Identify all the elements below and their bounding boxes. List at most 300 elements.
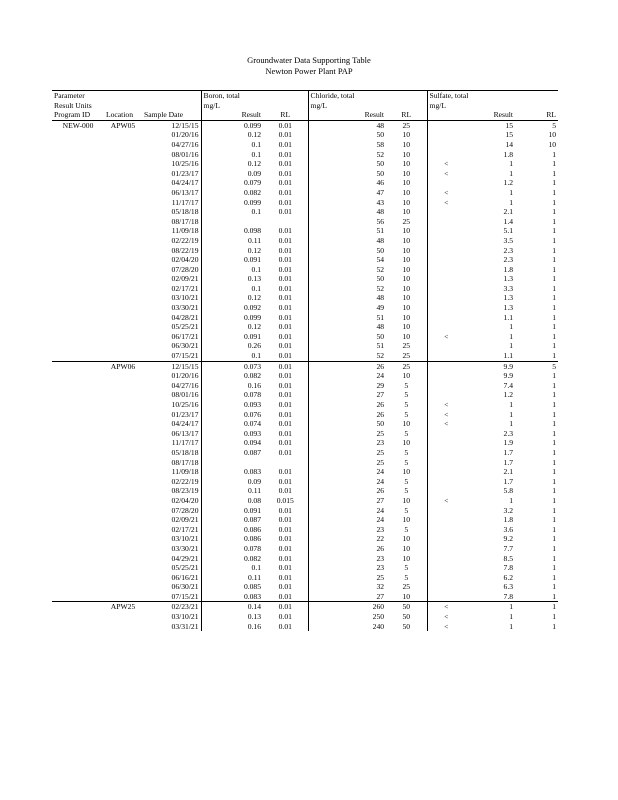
boron-result-cell: 0.12 <box>201 159 263 169</box>
sulfate-rl-cell: 1 <box>552 524 557 534</box>
sulfate-qualifier-cell <box>427 226 465 236</box>
sulfate-result-cell: 14 <box>505 139 514 149</box>
header-boron-name: Boron, total <box>201 91 308 101</box>
chloride-result-cell: 24 <box>308 506 386 516</box>
sulfate-rl-cell: 5 <box>552 120 557 130</box>
boron-result-cell: 0.12 <box>201 293 263 303</box>
program-id-cell <box>52 467 104 477</box>
chloride-rl-cell: 10 <box>402 283 411 293</box>
boron-result-cell: 0.26 <box>201 341 263 351</box>
sulfate-qualifier-cell: < <box>427 159 465 169</box>
chloride-rl-cell: 10 <box>402 543 411 553</box>
sulfate-result-cell: 1 <box>509 197 514 207</box>
sulfate-result-cell: 1.3 <box>503 293 514 303</box>
table-row <box>52 207 558 217</box>
sulfate-result-cell: 15 <box>505 120 514 130</box>
sample-date-cell: 12/15/15 <box>142 361 201 371</box>
program-id-cell <box>52 390 104 400</box>
chloride-rl-cell: 10 <box>402 534 411 544</box>
chloride-rl-cell: 10 <box>402 255 411 265</box>
location-cell: APW05 <box>110 120 136 130</box>
boron-result-cell: 0.083 <box>201 467 263 477</box>
boron-result-cell: 0.091 <box>201 506 263 516</box>
program-id-cell <box>52 293 104 303</box>
location-cell <box>104 207 142 217</box>
chloride-result-cell: 26 <box>308 361 386 371</box>
sample-date-cell: 07/15/21 <box>171 591 199 601</box>
boron-rl-cell: 0.01 <box>278 476 292 486</box>
location-cell <box>104 544 142 554</box>
sulfate-qualifier-cell <box>427 246 465 256</box>
sulfate-result-cell: 3.6 <box>503 524 514 534</box>
sample-date-cell: 02/22/19 <box>171 476 199 486</box>
chloride-rl-cell: 50 <box>386 602 427 612</box>
boron-rl-cell: 0.01 <box>278 293 292 303</box>
sulfate-qualifier-cell <box>427 390 465 400</box>
location-cell <box>104 217 142 227</box>
program-id-cell <box>52 515 104 525</box>
table-row <box>52 226 558 236</box>
location-cell <box>104 130 142 140</box>
sulfate-rl-cell: 1 <box>552 447 557 457</box>
location-cell <box>104 198 142 208</box>
chloride-result-cell: 54 <box>308 255 386 265</box>
location-cell <box>104 515 142 525</box>
chloride-result-cell: 52 <box>308 265 386 275</box>
program-id-cell <box>52 573 104 583</box>
chloride-rl-cell: 5 <box>404 428 409 438</box>
sulfate-result-cell: 2.3 <box>503 255 514 265</box>
boron-rl-cell: 0.01 <box>278 486 292 496</box>
chloride-rl-cell: 5 <box>404 400 409 409</box>
sulfate-rl-cell: 1 <box>552 322 557 332</box>
sulfate-rl-cell: 1 <box>552 226 557 236</box>
table-row <box>52 150 558 160</box>
table-row <box>52 477 558 487</box>
table-row <box>52 351 558 361</box>
program-id-cell <box>52 486 104 496</box>
sample-date-cell: 03/31/21 <box>171 621 199 631</box>
chloride-result-cell: 51 <box>308 313 386 323</box>
sample-date-cell: 03/10/21 <box>171 612 199 622</box>
chloride-result-cell: 50 <box>308 159 386 169</box>
sulfate-rl-cell: 1 <box>552 168 557 178</box>
chloride-rl-cell: 10 <box>402 303 411 313</box>
sulfate-qualifier-cell <box>427 477 465 487</box>
sulfate-result-cell: 6.3 <box>503 582 514 592</box>
location-cell <box>104 303 142 313</box>
chloride-result-cell: 23 <box>308 554 386 564</box>
sulfate-rl-cell: 1 <box>552 612 557 622</box>
program-id-cell <box>52 207 104 217</box>
groundwater-data-table <box>52 90 558 631</box>
chloride-rl-cell: 10 <box>402 419 411 429</box>
chloride-result-cell: 23 <box>308 525 386 535</box>
table-row <box>52 130 558 140</box>
sulfate-rl-cell: 1 <box>552 341 557 351</box>
table-row <box>52 198 558 208</box>
sample-date-cell: 02/22/19 <box>171 235 199 245</box>
chloride-result-cell: 24 <box>308 477 386 487</box>
table-row <box>52 284 558 294</box>
boron-rl-cell: 0.01 <box>278 563 292 573</box>
sulfate-qualifier-cell <box>427 429 465 439</box>
chloride-rl-cell: 5 <box>404 380 409 390</box>
sulfate-result-cell: 1.1 <box>503 351 514 361</box>
sulfate-result-cell: 1 <box>465 602 515 612</box>
location-cell <box>104 429 142 439</box>
sample-date-cell: 08/17/18 <box>171 216 199 226</box>
sample-date-cell: 10/25/16 <box>171 400 199 409</box>
boron-result-cell: 0.09 <box>201 477 263 487</box>
boron-result-cell: 0.082 <box>201 188 263 198</box>
chloride-rl-cell: 10 <box>402 495 411 505</box>
chloride-result-cell: 27 <box>308 496 386 506</box>
sulfate-result-cell: 1 <box>509 322 514 332</box>
table-row <box>52 592 558 602</box>
sulfate-rl-cell: 1 <box>552 400 557 409</box>
sulfate-rl-cell: 1 <box>552 149 557 159</box>
sulfate-qualifier-cell <box>427 284 465 294</box>
table-row <box>52 622 558 632</box>
table-row <box>52 410 558 420</box>
boron-result-cell: 0.12 <box>201 322 263 332</box>
chloride-result-cell: 50 <box>308 274 386 284</box>
chloride-rl-cell: 10 <box>402 245 411 255</box>
boron-result-cell: 0.094 <box>201 438 263 448</box>
boron-rl-cell <box>263 458 308 468</box>
sulfate-rl-cell: 1 <box>552 553 557 563</box>
chloride-rl-cell: 25 <box>402 351 411 361</box>
boron-result-cell: 0.083 <box>201 592 263 602</box>
sulfate-result-cell: 1 <box>509 400 514 409</box>
boron-rl-cell: 0.01 <box>278 505 292 515</box>
boron-rl-cell: 0.01 <box>278 515 292 525</box>
program-id-cell <box>52 429 104 439</box>
sample-date-cell: 02/17/21 <box>171 524 199 534</box>
boron-result-cell: 0.16 <box>201 622 263 632</box>
sulfate-rl-cell: 1 <box>552 428 557 438</box>
boron-result-cell <box>201 217 263 227</box>
program-id-cell <box>52 198 104 208</box>
sulfate-rl-cell: 1 <box>552 351 557 361</box>
sulfate-rl-cell: 1 <box>552 245 557 255</box>
sulfate-rl-cell: 1 <box>552 274 557 284</box>
chloride-result-cell: 51 <box>308 341 386 351</box>
boron-result-cell: 0.1 <box>201 265 263 275</box>
sulfate-qualifier-cell <box>427 563 465 573</box>
table-row <box>52 246 558 256</box>
boron-rl-cell: 0.01 <box>278 245 292 255</box>
sulfate-qualifier-cell <box>427 130 465 140</box>
sulfate-qualifier-cell: < <box>427 188 465 198</box>
sulfate-rl-cell: 1 <box>552 197 557 207</box>
table-row <box>52 217 558 227</box>
program-id-cell <box>52 554 104 564</box>
chloride-rl-cell: 10 <box>402 159 411 169</box>
sample-date-cell: 11/17/17 <box>171 438 199 448</box>
sample-date-cell: 08/23/19 <box>171 486 199 496</box>
sulfate-rl-cell: 1 <box>552 563 557 573</box>
title-line-2: Newton Power Plant PAP <box>265 66 353 76</box>
boron-result-cell: 0.099 <box>201 313 263 323</box>
boron-rl-cell: 0.01 <box>278 235 292 245</box>
sulfate-result-cell: 7.8 <box>503 591 514 601</box>
program-id-cell <box>52 400 104 410</box>
location-cell <box>104 265 142 275</box>
header-row-columns <box>52 110 558 120</box>
sulfate-qualifier-cell <box>427 554 465 564</box>
sulfate-rl-cell: 10 <box>548 130 557 140</box>
chloride-rl-cell: 10 <box>402 235 411 245</box>
boron-rl-cell: 0.01 <box>278 274 292 284</box>
sulfate-qualifier-cell <box>427 303 465 313</box>
chloride-result-cell: 23 <box>308 563 386 573</box>
boron-rl-cell: 0.01 <box>278 400 292 409</box>
program-id-cell: NEW-000 <box>62 120 94 130</box>
boron-rl-cell: 0.01 <box>263 361 308 371</box>
sulfate-rl-cell: 1 <box>552 457 557 467</box>
boron-result-cell: 0.13 <box>201 612 263 622</box>
sulfate-result-cell: 1.9 <box>503 438 514 448</box>
boron-result-cell: 0.076 <box>201 410 263 420</box>
chloride-result-cell: 48 <box>308 293 386 303</box>
chloride-result-cell: 24 <box>308 515 386 525</box>
chloride-rl-cell: 5 <box>404 447 409 457</box>
header-sulfate-name: Sulfate, total <box>427 91 558 101</box>
sample-date-cell: 07/28/20 <box>171 264 199 274</box>
sulfate-result-cell: 1.1 <box>503 312 514 322</box>
table-row <box>52 322 558 332</box>
location-cell <box>104 169 142 179</box>
sulfate-qualifier-cell <box>427 515 465 525</box>
sulfate-qualifier-cell <box>427 293 465 303</box>
chloride-rl-cell: 5 <box>404 486 409 496</box>
chloride-result-cell: 24 <box>308 467 386 477</box>
sulfate-qualifier-cell <box>427 341 465 351</box>
table-row <box>52 371 558 381</box>
location-cell <box>104 341 142 351</box>
sulfate-qualifier-cell: < <box>427 169 465 179</box>
chloride-result-cell: 25 <box>308 573 386 583</box>
boron-rl-cell: 0.01 <box>263 602 308 612</box>
boron-result-cell: 0.092 <box>201 303 263 313</box>
header-sulfate-result: Result <box>465 110 515 120</box>
sulfate-qualifier-cell <box>427 544 465 554</box>
sample-date-cell: 05/25/21 <box>171 322 199 332</box>
boron-rl-cell: 0.01 <box>278 178 292 188</box>
boron-rl-cell: 0.01 <box>278 130 292 140</box>
boron-rl-cell: 0.01 <box>278 621 292 631</box>
boron-result-cell: 0.078 <box>201 390 263 400</box>
chloride-rl-cell: 10 <box>402 293 411 303</box>
boron-result-cell: 0.12 <box>201 246 263 256</box>
sulfate-result-cell: 7.7 <box>503 543 514 553</box>
table-row <box>52 602 558 612</box>
chloride-rl-cell: 10 <box>402 197 411 207</box>
program-id-cell <box>52 477 104 487</box>
location-cell <box>104 226 142 236</box>
program-id-cell <box>52 351 104 361</box>
boron-result-cell: 0.078 <box>201 544 263 554</box>
location-cell <box>104 178 142 188</box>
chloride-result-cell: 48 <box>308 322 386 332</box>
location-cell <box>104 293 142 303</box>
table-row <box>52 563 558 573</box>
sulfate-rl-cell: 1 <box>552 207 557 217</box>
table-row <box>52 438 558 448</box>
sulfate-result-cell: 15 <box>505 130 514 140</box>
table-row <box>52 612 558 622</box>
program-id-cell <box>52 582 104 592</box>
chloride-rl-cell: 10 <box>402 264 411 274</box>
sample-date-cell: 11/09/18 <box>171 226 199 236</box>
chloride-rl-cell: 10 <box>402 322 411 332</box>
sulfate-result-cell: 2.1 <box>503 467 514 477</box>
boron-result-cell: 0.091 <box>201 332 263 342</box>
sulfate-rl-cell: 1 <box>552 390 557 400</box>
boron-result-cell: 0.082 <box>201 554 263 564</box>
sulfate-rl-cell: 1 <box>552 409 557 419</box>
chloride-result-cell: 48 <box>308 236 386 246</box>
boron-result-cell: 0.11 <box>201 486 263 496</box>
chloride-rl-cell: 10 <box>402 226 411 236</box>
chloride-result-cell: 240 <box>308 622 386 632</box>
boron-rl-cell: 0.01 <box>278 612 292 622</box>
table-row <box>52 293 558 303</box>
location-cell <box>104 313 142 323</box>
program-id-cell <box>52 130 104 140</box>
chloride-result-cell: 29 <box>308 381 386 391</box>
chloride-result-cell: 52 <box>308 351 386 361</box>
location-cell <box>104 140 142 150</box>
chloride-result-cell: 24 <box>308 371 386 381</box>
sample-date-cell: 03/10/21 <box>171 293 199 303</box>
sample-date-cell: 06/17/21 <box>171 331 199 341</box>
chloride-rl-cell: 5 <box>404 572 409 582</box>
sulfate-rl-cell: 1 <box>552 419 557 429</box>
program-id-cell <box>52 458 104 468</box>
program-id-cell <box>52 255 104 265</box>
boron-result-cell: 0.087 <box>201 448 263 458</box>
boron-rl-cell: 0.01 <box>278 591 292 601</box>
chloride-result-cell: 50 <box>308 332 386 342</box>
location-cell: APW06 <box>104 361 142 371</box>
chloride-result-cell: 26 <box>308 544 386 554</box>
boron-rl-cell: 0.01 <box>278 303 292 313</box>
location-cell <box>104 332 142 342</box>
program-id-cell <box>52 563 104 573</box>
sulfate-result-cell: 1 <box>509 612 514 622</box>
sulfate-result-cell: 1.8 <box>503 264 514 274</box>
boron-rl-cell: 0.01 <box>278 149 292 159</box>
sample-date-cell: 01/23/17 <box>171 409 199 419</box>
location-cell <box>104 371 142 381</box>
chloride-result-cell: 50 <box>308 246 386 256</box>
boron-result-cell: 0.098 <box>201 226 263 236</box>
sample-date-cell: 04/27/16 <box>171 380 199 390</box>
sulfate-result-cell: 8.5 <box>503 553 514 563</box>
sulfate-result-cell: 7.4 <box>503 380 514 390</box>
boron-result-cell: 0.1 <box>201 284 263 294</box>
sulfate-qualifier-cell <box>427 322 465 332</box>
sulfate-qualifier-cell <box>427 274 465 284</box>
header-sulfate-rl: RL <box>515 110 558 120</box>
sulfate-rl-cell: 1 <box>552 495 557 505</box>
program-id-cell <box>52 534 104 544</box>
chloride-rl-cell: 5 <box>404 476 409 486</box>
table-row <box>52 448 558 458</box>
boron-rl-cell: 0.01 <box>278 438 292 448</box>
boron-result-cell: 0.099 <box>201 198 263 208</box>
boron-rl-cell: 0.01 <box>278 524 292 534</box>
chloride-rl-cell: 10 <box>402 438 411 448</box>
chloride-result-cell: 26 <box>308 486 386 496</box>
sulfate-qualifier-cell <box>427 467 465 477</box>
sample-date-cell: 02/09/21 <box>171 515 199 525</box>
sulfate-qualifier-cell <box>427 265 465 275</box>
sample-date-cell: 02/23/21 <box>142 602 201 612</box>
chloride-rl-cell: 25 <box>386 361 427 371</box>
chloride-result-cell: 52 <box>308 150 386 160</box>
sulfate-qualifier-cell <box>427 506 465 516</box>
sulfate-result-cell: 1 <box>509 331 514 341</box>
chloride-result-cell: 46 <box>308 178 386 188</box>
header-boron-result: Result <box>201 110 263 120</box>
boron-rl-cell: 0.01 <box>278 371 292 381</box>
chloride-result-cell: 48 <box>308 207 386 217</box>
table-row <box>52 390 558 400</box>
chloride-result-cell: 23 <box>308 438 386 448</box>
location-cell: APW25 <box>104 602 142 612</box>
chloride-result-cell: 56 <box>308 217 386 227</box>
program-id-cell <box>52 438 104 448</box>
sulfate-rl-cell: 10 <box>548 139 557 149</box>
sample-date-cell: 08/01/16 <box>171 149 199 159</box>
sulfate-rl-cell: 1 <box>552 438 557 448</box>
sulfate-rl-cell: 1 <box>552 543 557 553</box>
location-cell <box>104 592 142 602</box>
chloride-rl-cell: 10 <box>402 553 411 563</box>
sulfate-qualifier-cell <box>427 120 465 130</box>
sulfate-result-cell: 3.5 <box>503 235 514 245</box>
location-cell <box>104 274 142 284</box>
table-row <box>52 332 558 342</box>
sulfate-rl-cell: 1 <box>552 255 557 265</box>
sample-date-cell: 04/28/21 <box>171 312 199 322</box>
program-id-cell <box>52 544 104 554</box>
chloride-rl-cell: 10 <box>402 187 411 197</box>
table-row <box>52 236 558 246</box>
location-cell <box>104 188 142 198</box>
chloride-rl-cell: 50 <box>402 621 411 631</box>
chloride-result-cell: 27 <box>308 592 386 602</box>
chloride-rl-cell: 5 <box>404 390 409 400</box>
table-row <box>52 274 558 284</box>
table-row <box>52 582 558 592</box>
sulfate-rl-cell: 1 <box>552 591 557 601</box>
sulfate-qualifier-cell: < <box>427 332 465 342</box>
location-cell <box>104 246 142 256</box>
chloride-result-cell: 50 <box>308 130 386 140</box>
sulfate-qualifier-cell <box>427 351 465 361</box>
sulfate-result-cell: 2.1 <box>503 207 514 217</box>
sample-date-cell: 03/30/21 <box>171 303 199 313</box>
title-line-1: Groundwater Data Supporting Table <box>247 55 371 65</box>
table-row <box>52 544 558 554</box>
program-id-cell <box>52 612 104 622</box>
sample-date-cell: 03/10/21 <box>171 534 199 544</box>
